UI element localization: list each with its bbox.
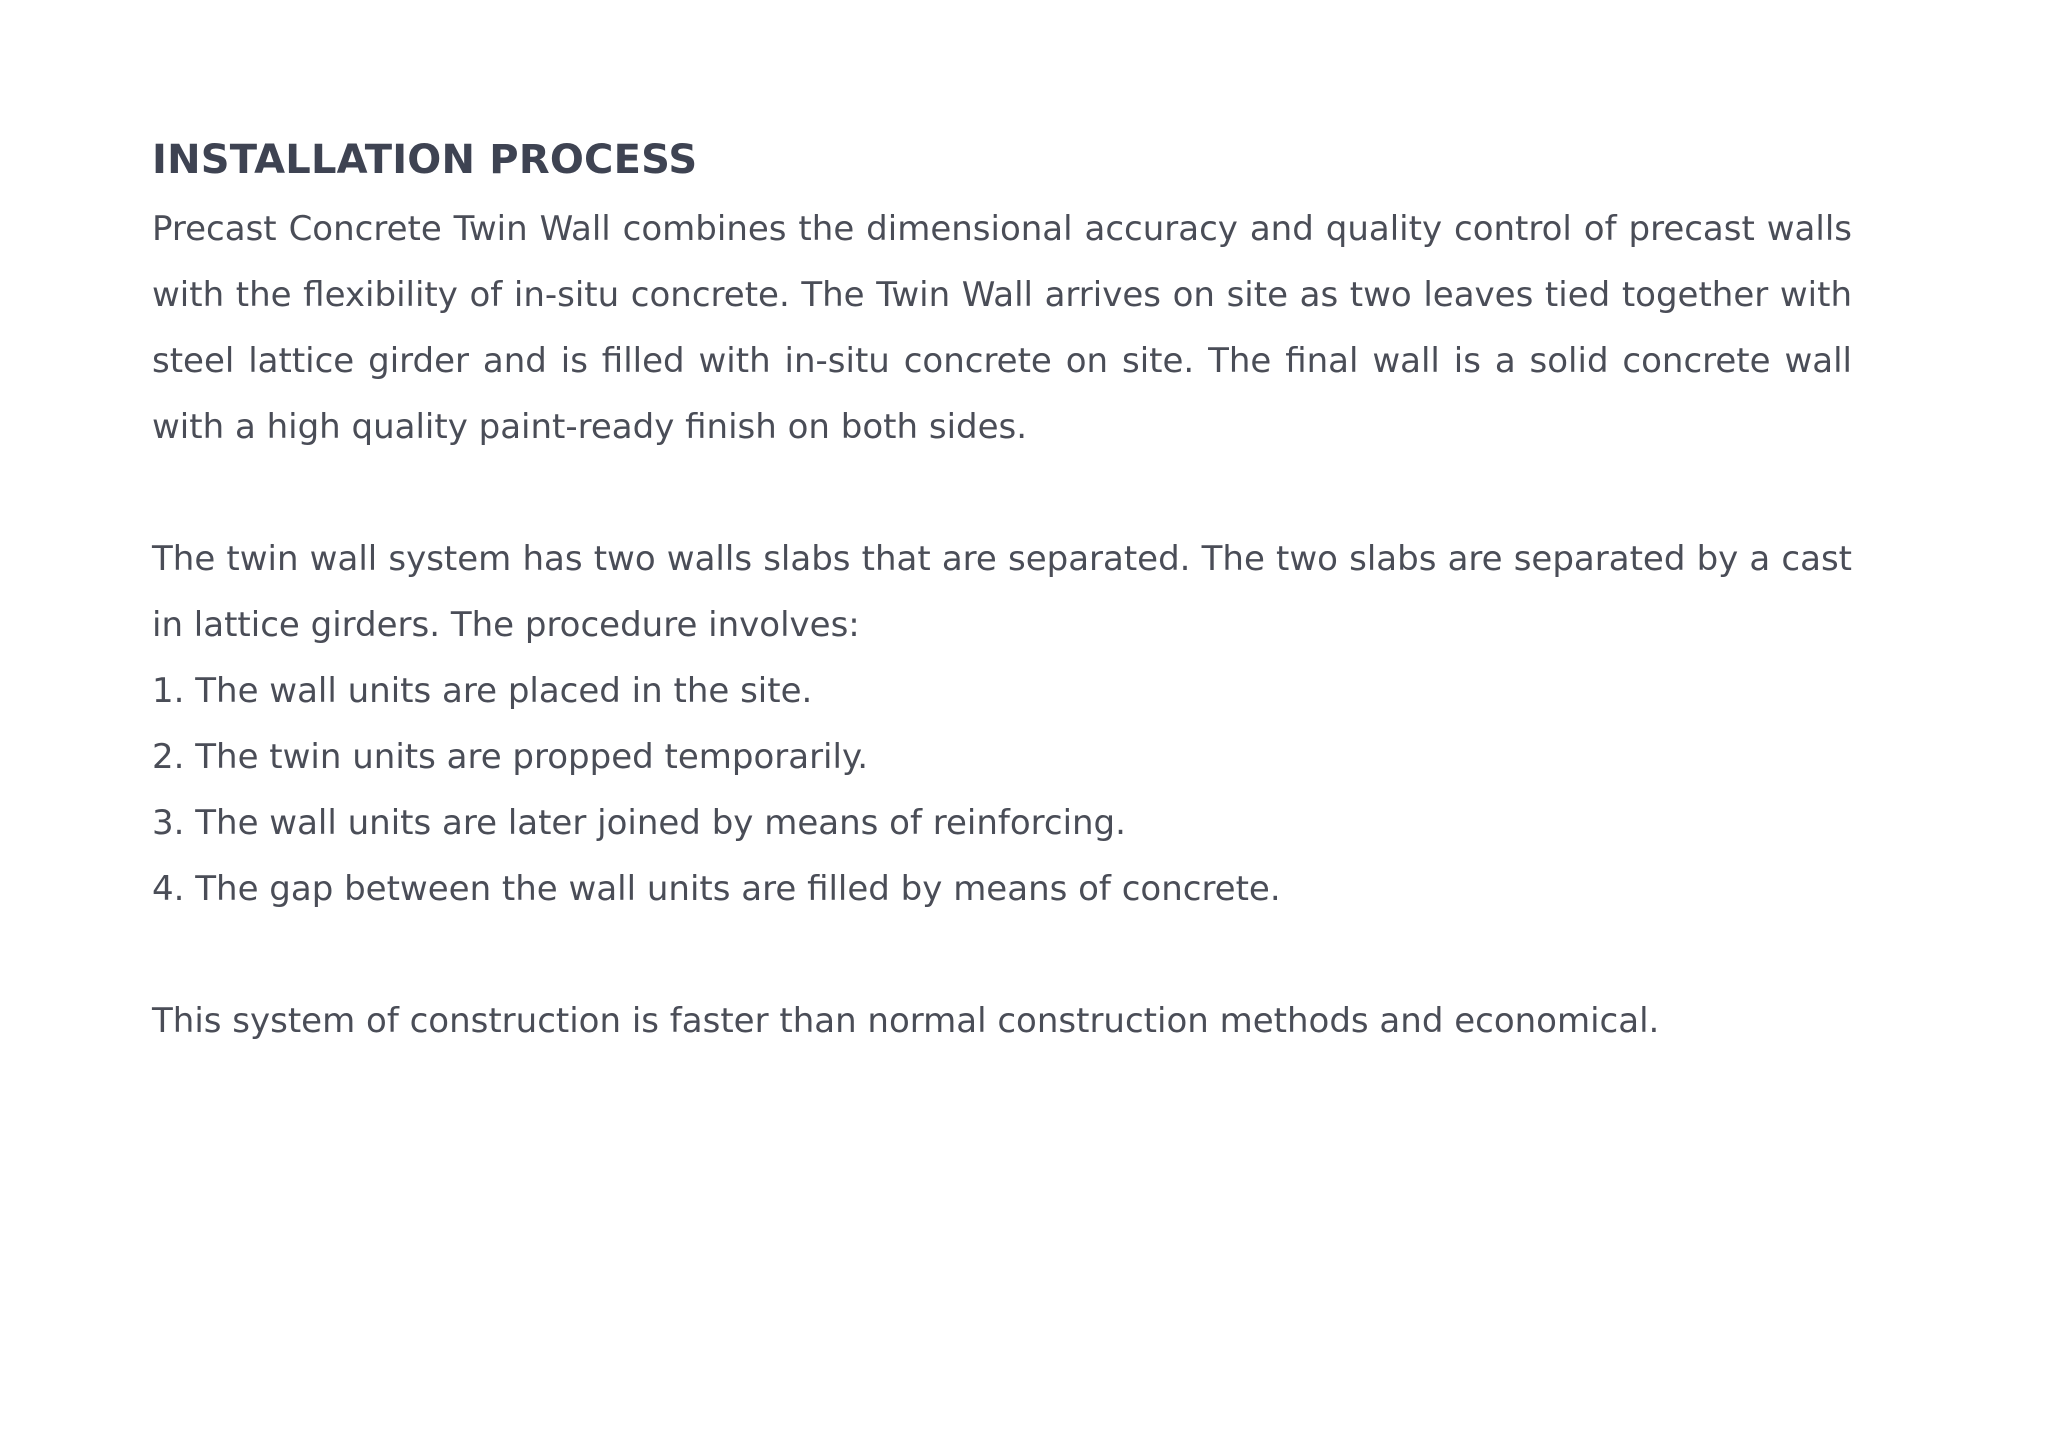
procedure-step-2: 2. The twin units are propped temporarily. — [152, 737, 869, 777]
document-page — [152, 128, 1852, 1054]
procedure-step-3: 3. The wall units are later joined by means of reinforcing. — [152, 803, 1126, 843]
intro-paragraph: Precast Concrete Twin Wall combines the dimensional accuracy and quality control of precast walls with the flexibility of in-situ concrete. The Twin Wall arrives on site as two leaves tied together with steel lattice girder and is filled with in-situ concrete on site. The final wall is a solid concrete wall with a high quality paint-ready finish on both sides. — [152, 209, 1852, 447]
paragraph-spacer — [152, 922, 1852, 988]
closing-paragraph: This system of construction is faster than normal construction methods and economical. — [152, 1001, 1660, 1041]
procedure-step-1: 1. The wall units are placed in the site. — [152, 671, 813, 711]
section-heading: INSTALLATION PROCESS — [152, 137, 698, 183]
procedure-step-4: 4. The gap between the wall units are filled by means of concrete. — [152, 869, 1281, 909]
system-paragraph: The twin wall system has two walls slabs that are separated. The two slabs are separated by a cast in lattice girders. The procedure involves: — [152, 539, 1852, 645]
paragraph-spacer — [152, 460, 1852, 526]
procedure-list — [152, 658, 1852, 922]
